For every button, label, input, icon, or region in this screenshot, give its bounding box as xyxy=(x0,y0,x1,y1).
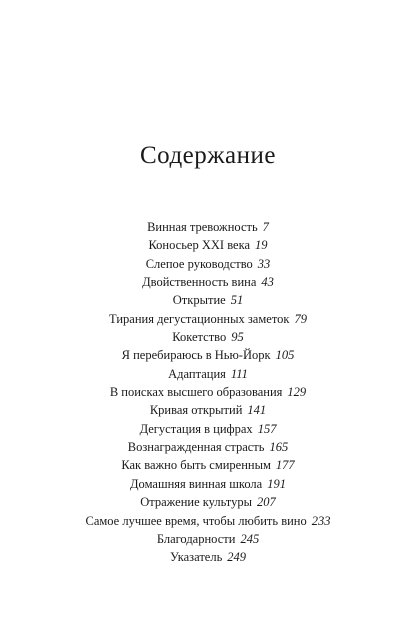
toc-entry-page-number: 177 xyxy=(275,458,295,473)
toc-entry xyxy=(0,420,416,438)
toc-entry xyxy=(0,512,416,530)
toc-entry-page-number: 207 xyxy=(257,495,276,510)
toc-entry-title: В поисках высшего образования xyxy=(109,385,283,400)
toc-entry-page-number: 233 xyxy=(311,513,331,528)
page-title: Содержание xyxy=(140,142,276,169)
toc-entry xyxy=(0,236,416,254)
toc-entry xyxy=(0,493,416,511)
toc-entry xyxy=(0,346,416,364)
toc-entry-page-number: 33 xyxy=(257,256,271,271)
toc-entry-page-number: 141 xyxy=(247,403,267,418)
toc-entry-page-number: 79 xyxy=(294,311,307,326)
toc-entry-page-number: 129 xyxy=(287,385,307,400)
toc-entry xyxy=(0,218,416,236)
toc-entry-page-number: 95 xyxy=(231,330,244,345)
toc-entry-page-number: 105 xyxy=(275,348,295,363)
toc-entry-title: Коносьер XXI века xyxy=(148,238,251,253)
toc-entry-title: Дегустация в цифрах xyxy=(139,421,253,436)
toc-entry-title: Кривая открытий xyxy=(149,403,243,418)
toc-entry xyxy=(0,438,416,456)
toc-entry-page-number: 157 xyxy=(257,421,277,436)
toc-entry-title: Тирания дегустационных заметок xyxy=(109,311,290,326)
toc-entry xyxy=(0,310,416,328)
toc-entry-page-number: 245 xyxy=(240,531,260,546)
toc-entry-title: Адаптация xyxy=(168,366,226,381)
toc-entry-page-number: 249 xyxy=(227,550,247,565)
toc-entry-page-number: 43 xyxy=(261,275,274,290)
toc-entry-title: Как важно быть смиренным xyxy=(121,458,271,473)
toc-entry-page-number: 51 xyxy=(230,293,244,308)
toc-entry-title: Указатель xyxy=(169,550,223,565)
toc-entry xyxy=(0,401,416,419)
toc-entry xyxy=(0,383,416,401)
toc-entry-title: Самое лучшее время, чтобы любить вино xyxy=(85,513,307,528)
toc-entry xyxy=(0,291,416,309)
toc-entry-title: Двойственность вина xyxy=(142,275,257,290)
toc-entry xyxy=(0,273,416,291)
toc-entry xyxy=(0,365,416,383)
toc-entry-page-number: 165 xyxy=(269,440,289,455)
toc-entry-title: Домашняя винная школа xyxy=(130,476,263,491)
toc-entry-title: Открытие xyxy=(172,293,226,308)
toc-entry xyxy=(0,456,416,474)
toc-entry-page-number: 7 xyxy=(262,220,269,234)
toc-entry-title: Вознагражденная страсть xyxy=(127,440,265,455)
table-of-contents xyxy=(0,218,416,567)
toc-entry-page-number: 111 xyxy=(230,366,248,381)
toc-entry-title: Я перебираюсь в Нью-Йорк xyxy=(121,348,271,363)
toc-entry-title: Винная тревожность xyxy=(147,220,258,234)
toc-entry xyxy=(0,475,416,493)
toc-entry xyxy=(0,530,416,548)
toc-entry xyxy=(0,328,416,346)
toc-entry-title: Отражение культуры xyxy=(140,495,253,510)
toc-entry-page-number: 191 xyxy=(267,476,286,491)
toc-entry-title: Кокетство xyxy=(172,330,227,345)
toc-entry-title: Слепое руководство xyxy=(145,256,253,271)
toc-entry-title: Благодарности xyxy=(156,531,236,546)
toc-entry-page-number: 19 xyxy=(255,238,268,253)
toc-entry xyxy=(0,255,416,273)
toc-entry xyxy=(0,548,416,566)
